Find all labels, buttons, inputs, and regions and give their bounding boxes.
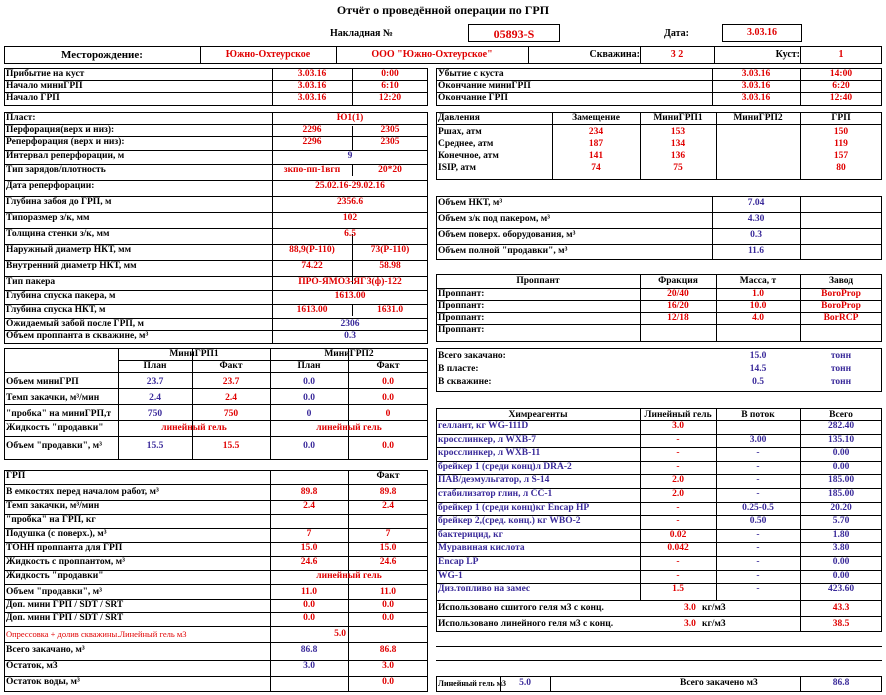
chem-flow: - (756, 584, 760, 595)
chem-label: кросслинкер, л WXB-7 (438, 434, 537, 445)
grp-fact: 3.0 (382, 661, 394, 671)
volume-label: Объем НКТ, м³ (438, 198, 503, 208)
rule (4, 388, 428, 389)
time-value-left: 0:00 (381, 69, 399, 79)
rule (436, 300, 882, 301)
param-label: Реперфорация (верх и низ): (6, 137, 125, 147)
date-value: 3.03.16 (747, 27, 777, 38)
grp-fluid-label: Жидкость "продавки" (6, 571, 104, 581)
rule (436, 646, 882, 647)
proppant-fraction: 12/18 (667, 313, 689, 323)
chem-header: Химреагенты (508, 410, 568, 420)
chem-label: Муравиная кислота (438, 543, 525, 554)
rule (4, 372, 428, 373)
pressure-value: 136 (670, 151, 686, 161)
rule (4, 92, 428, 93)
chem-total: 135.10 (827, 434, 855, 445)
mini-sub: План (297, 361, 321, 371)
rule (436, 324, 882, 325)
chem-flow: - (756, 543, 760, 554)
rule (4, 244, 428, 245)
chem-total: 185.00 (827, 489, 855, 499)
proppant-total-unit: тонн (830, 377, 852, 387)
mini-fluid-label: Жидкость "продавки" (6, 423, 104, 433)
chem-label: геллант, кг WG-111D (438, 421, 529, 431)
rule (4, 164, 428, 165)
proppant-plant: BoroProp (821, 301, 861, 311)
pad-value: 1 (838, 49, 844, 60)
grp-fact: 0.0 (382, 677, 394, 687)
pressure-label: Ршах, атм (438, 127, 482, 137)
grp-fact: 7 (385, 529, 391, 539)
grp-plan: 2.4 (303, 501, 315, 511)
time-date-left: 3.03.16 (297, 81, 327, 91)
grp-label: Доп. мини ГРП / SDT / SRT (6, 613, 124, 623)
grp-label: В емкостях перед началом работ, м³ (6, 487, 159, 497)
chem-total: 185.00 (827, 475, 855, 486)
param-label: Внутренний диаметр НКТ, мм (6, 261, 137, 271)
pressure-header: ГРП (831, 113, 851, 123)
chem-linear: 3.0 (672, 421, 684, 431)
time-value-left: 12:20 (378, 93, 402, 103)
grp-label: Темп закачки, м³/мин (6, 501, 100, 511)
param-label: Тип пакера (6, 277, 56, 287)
rule (436, 288, 882, 289)
well-label: Скважина: (589, 49, 640, 60)
used-cross-conc: 3.0 (684, 603, 696, 613)
volume-value: 0.3 (750, 230, 762, 240)
volume-value: 7.04 (747, 198, 765, 208)
proppant-total-label: В пласте: (438, 364, 479, 374)
param-value: 1631.0 (376, 305, 404, 315)
proppant-total-label: В скважине: (438, 377, 492, 387)
chem-linear: - (676, 516, 680, 527)
chem-label: WG-1 (438, 570, 463, 581)
rule (4, 318, 428, 319)
rule (4, 180, 428, 181)
time-date-left: 3.03.16 (297, 93, 327, 103)
rule (4, 228, 428, 229)
proppant-label: Проппант: (438, 289, 485, 299)
used-linear-label: Использовано линейного геля м3 с конц. (438, 619, 614, 629)
mini-sub: Факт (219, 361, 243, 371)
proppant-mass: 4.0 (752, 313, 764, 323)
mini-value: 23.7 (146, 377, 164, 387)
chem-label: брейкер 2,(сред. конц.) кг WBO-2 (438, 516, 581, 527)
waybill-label: Накладная № (330, 28, 393, 39)
chem-total: 0.00 (832, 448, 850, 459)
rule (4, 626, 428, 627)
rule (4, 124, 428, 125)
mini-flush-value: 15.5 (146, 441, 164, 451)
time-value-right: 14:00 (829, 69, 853, 79)
chem-total: 1.80 (832, 529, 850, 540)
mini-value: 0.0 (303, 377, 315, 387)
pressure-value: 234 (588, 127, 604, 137)
param-label: Ожидаемый забой после ГРП, м (6, 319, 144, 329)
proppant-total-label: Всего закачано: (438, 351, 506, 361)
param-value: 73(P-110) (370, 245, 410, 255)
proppant-total-value: 0.5 (752, 377, 764, 387)
chem-linear: 1.5 (672, 584, 684, 595)
footer-linear-value: 5.0 (519, 678, 531, 688)
volume-value: 4.30 (747, 214, 765, 224)
param-label: Интервал реперфорации, м (6, 151, 125, 161)
grp-label: Объем "продавки", м³ (6, 587, 102, 597)
field-label: Месторождение: (61, 49, 143, 61)
rule (4, 660, 428, 661)
param-label: Объем проппанта в скважине, м³ (6, 331, 149, 341)
chem-flow: - (756, 475, 760, 486)
param-label: Типоразмер з/к, мм (6, 213, 90, 223)
pressure-value: 119 (834, 139, 848, 149)
proppant-plant: BorRCP (823, 313, 859, 323)
volume-label: Объем полной "продавки", м³ (438, 246, 568, 256)
rule (4, 136, 428, 137)
chem-label: брейкер 1 (среди конц)л DRA-2 (438, 461, 572, 472)
grp-fact: 0.0 (382, 600, 394, 610)
rule (4, 150, 428, 151)
chem-linear: 0.042 (667, 543, 689, 554)
grp-plan: 3.0 (303, 661, 315, 671)
mini-label: Темп закачки, м³/мин (6, 393, 100, 403)
rule (436, 660, 882, 661)
chem-total: 3.80 (832, 543, 850, 554)
param-value: 1613.00 (296, 305, 328, 315)
pressure-value: 80 (836, 163, 846, 173)
chem-total: 282.40 (827, 421, 855, 431)
rule (4, 404, 428, 405)
param-value: 1613.00 (334, 291, 366, 301)
param-label: Пласт: (6, 113, 36, 123)
rule (4, 436, 428, 437)
pressure-test-label: Опрессовка + долив скважины.Линейный гель м3 (6, 629, 187, 639)
mini-group1: МиниГРП1 (169, 349, 219, 359)
rule (4, 642, 428, 643)
grp-fact: 24.6 (379, 557, 397, 567)
time-label-left: Начало миниГРП (6, 81, 83, 91)
chem-flow: 0.50 (749, 516, 767, 527)
grp-label: Доп. мини ГРП / SDT / SRT (6, 600, 124, 610)
volume-label: Объем поверх. оборудования, м³ (438, 230, 576, 240)
chem-linear: - (676, 434, 680, 445)
chem-linear: - (676, 448, 680, 459)
time-value-right: 12:40 (829, 93, 853, 103)
mini-group2: МиниГРП2 (324, 349, 374, 359)
volume-label: Объем з/к под пакером, м³ (438, 214, 551, 224)
rule (4, 276, 428, 277)
chem-flow: 3.00 (749, 434, 767, 445)
chem-linear: 0.02 (669, 529, 687, 540)
time-date-right: 3.03.16 (741, 93, 771, 103)
used-cross-label: Использовано сшитого геля м3 с конц. (438, 603, 604, 613)
volume-value: 11.6 (747, 246, 765, 256)
company-value: ООО "Южно-Охтеурское" (371, 49, 493, 60)
param-value: 2305 (380, 125, 400, 135)
param-value: зкпо-пп-1вгп (283, 165, 341, 175)
param-value: 6.5 (344, 229, 356, 239)
time-value-right: 6:20 (832, 81, 850, 91)
chem-flow: - (756, 570, 760, 581)
mini-value: 0 (306, 409, 312, 419)
chem-linear: 2.0 (672, 475, 684, 486)
grp-label: ТОНН проппанта для ГРП (6, 543, 123, 553)
pressure-value: 75 (673, 163, 683, 173)
chem-linear: - (676, 570, 680, 581)
param-value: 58.98 (379, 261, 401, 271)
time-date-right: 3.03.16 (741, 69, 771, 79)
mini-flush-value: 0.0 (303, 441, 315, 451)
time-date-left: 3.03.16 (297, 69, 327, 79)
pressure-header: МиниГРП1 (653, 113, 703, 123)
rule (436, 600, 882, 601)
used-cross-unit: кг/м3 (702, 603, 726, 613)
mini-value: 0 (385, 409, 391, 419)
mini-value: 2.4 (149, 393, 161, 403)
grp-label: Подушка (с поверх.), м³ (6, 529, 107, 539)
chem-label: Диз.топливо на замес (438, 584, 531, 595)
chem-header: Всего (829, 410, 853, 420)
chem-label: кросслинкер, л WXB-11 (438, 448, 541, 459)
grp-fluid-value: линейный гель (316, 571, 382, 581)
param-value: 102 (342, 213, 358, 223)
grp-plan: 86.8 (300, 645, 318, 655)
proppant-fraction: 16/20 (667, 301, 689, 311)
used-cross-value: 43.3 (832, 603, 850, 613)
grp-plan: 7 (306, 529, 312, 539)
mini-value: 0.0 (303, 393, 315, 403)
grp-header: ГРП (6, 471, 26, 481)
proppant-total-value: 15.0 (749, 351, 767, 361)
used-linear-conc: 3.0 (684, 619, 696, 629)
rule (4, 212, 428, 213)
grp-fact: 86.8 (379, 645, 397, 655)
chem-label: ПАВ/деэмульгатор, л S-14 (438, 475, 550, 486)
grp-fact: 11.0 (379, 587, 397, 597)
rule (436, 124, 882, 125)
proppant-total-unit: тонн (830, 364, 852, 374)
proppant-total-value: 14.5 (749, 364, 767, 374)
param-label: Перфорация(верх и низ): (6, 125, 115, 135)
param-label: Тип зарядов/плотность (6, 165, 106, 175)
param-value: 25.02.16-29.02.16 (315, 181, 385, 191)
rule (4, 584, 428, 585)
proppant-label: Проппант: (438, 325, 485, 335)
chem-linear: 2.0 (672, 489, 684, 499)
mini-value: 2.4 (225, 393, 237, 403)
mini-sub: Факт (376, 361, 400, 371)
footer-total-label: Всего закачено м3 (680, 678, 758, 688)
rule (436, 616, 882, 617)
pressure-value: 141 (588, 151, 604, 161)
param-label: Дата реперфорации: (6, 181, 95, 191)
param-label: Наружный диаметр НКТ, мм (6, 245, 132, 255)
chem-linear: - (676, 461, 680, 472)
chem-label: стабилизатор глин, л CC-1 (438, 489, 553, 499)
grp-label: Остаток воды, м³ (6, 677, 80, 687)
param-value: 20*20 (378, 165, 402, 175)
param-value: ПРО-ЯМОЗ-ЯГЗ(ф)-122 (298, 277, 402, 287)
grp-label: Жидкость с проппантом, м³ (6, 557, 125, 567)
param-value: 2296 (302, 125, 322, 135)
chem-header: В поток (741, 410, 775, 420)
rule (436, 244, 882, 245)
chem-flow: 0.25-0.5 (742, 502, 774, 513)
mini-flush-value: 15.5 (222, 441, 240, 451)
rule (4, 330, 428, 331)
mini-label: "пробка" на миниГРП,т (6, 409, 112, 419)
well-value: 3 2 (670, 49, 684, 60)
grp-fact-header: Факт (376, 471, 400, 481)
grp-fact: 15.0 (379, 543, 397, 553)
pressure-value: 157 (833, 151, 849, 161)
time-label-right: Убытие с куста (438, 69, 504, 79)
param-value: 9 (347, 151, 353, 161)
chem-label: Encap LP (438, 557, 479, 567)
mini-label: Объем миниГРП (6, 377, 79, 387)
grp-plan: 11.0 (300, 587, 318, 597)
pressure-value: 74 (591, 163, 601, 173)
mini-flush-label: Объем "продавки", м³ (6, 441, 102, 451)
chem-total: 5.70 (832, 516, 850, 527)
time-label-left: Прибытие на куст (6, 69, 85, 79)
rule (436, 228, 882, 229)
chem-flow: - (756, 448, 760, 459)
proppant-total-unit: тонн (830, 351, 852, 361)
chem-label: бактерицид, кг (438, 529, 503, 540)
mini-value: 0.0 (382, 377, 394, 387)
footer-total-value: 86.8 (832, 678, 850, 688)
grp-plan: 15.0 (300, 543, 318, 553)
mini-value: 750 (223, 409, 239, 419)
grp-fact: 0.0 (382, 613, 394, 623)
grp-fact: 89.8 (379, 487, 397, 497)
rule (4, 484, 428, 485)
grp-label: "пробка" на ГРП, кг (6, 515, 96, 525)
pressure-label: Среднее, атм (438, 139, 494, 149)
grp-plan: 89.8 (300, 487, 318, 497)
mini-fluid-2: линейный гель (316, 423, 382, 433)
pressure-value: 134 (670, 139, 686, 149)
param-value: 88,9(P-110) (289, 245, 335, 255)
mini-sub: План (143, 361, 167, 371)
rule (436, 212, 882, 213)
param-label: Глубина спуска НКТ, м (6, 305, 106, 315)
chem-header: Линейный гель (644, 410, 712, 420)
proppant-label: Проппант: (438, 301, 485, 311)
rule (4, 420, 428, 421)
rule (550, 676, 551, 692)
rule (436, 312, 882, 313)
pressure-label: Конечное, атм (438, 151, 499, 161)
mini-flush-value: 0.0 (382, 441, 394, 451)
grp-label: Остаток, м3 (6, 661, 58, 671)
report-title: Отчёт о проведённой операции по ГРП (336, 3, 550, 17)
date-label: Дата: (664, 28, 689, 39)
chem-flow: - (756, 557, 760, 567)
grp-plan: 24.6 (300, 557, 318, 567)
proppant-header: Завод (828, 276, 854, 286)
grp-plan: 0.0 (303, 613, 315, 623)
grp-fact: 2.4 (382, 501, 394, 511)
pressure-header: МиниГРП2 (733, 113, 783, 123)
mini-fluid-1: линейный гель (161, 423, 227, 433)
used-linear-value: 38.5 (832, 619, 850, 629)
rule (4, 260, 428, 261)
param-value: 2356.6 (336, 197, 364, 207)
param-value: 2296 (302, 137, 322, 147)
proppant-label: Проппант: (438, 313, 485, 323)
grp-plan: 0.0 (303, 600, 315, 610)
field-value: Южно-Охтеурское (225, 49, 311, 60)
mini-value: 750 (147, 409, 163, 419)
chem-flow: - (756, 529, 760, 540)
rule (436, 556, 882, 557)
pressure-value: 153 (670, 127, 686, 137)
param-value: 0.3 (344, 331, 356, 341)
proppant-header: Проппант (516, 276, 560, 286)
param-value: 2306 (340, 319, 360, 329)
chem-total: 423.60 (827, 584, 855, 595)
waybill-number: 05893-S (493, 27, 535, 41)
time-date-right: 3.03.16 (741, 81, 771, 91)
param-label: Глубина забоя до ГРП, м (6, 197, 112, 207)
chem-linear: - (676, 557, 680, 567)
chem-total: 20.20 (830, 502, 852, 513)
proppant-mass: 10.0 (749, 301, 767, 311)
grp-label: Всего закачано, м³ (6, 645, 85, 655)
proppant-header: Масса, т (739, 276, 777, 286)
pressure-label: ISIP, атм (438, 163, 476, 173)
chem-flow: - (756, 489, 760, 499)
rule (436, 570, 882, 571)
proppant-fraction: 20/40 (667, 289, 689, 299)
chem-total: 0.00 (832, 557, 850, 567)
time-value-left: 6:10 (381, 81, 399, 91)
chem-label: брейкер 1 (среди конц)кг Encap HP (438, 502, 590, 513)
rule (4, 290, 428, 291)
mini-value: 0.0 (382, 393, 394, 403)
pressure-value: 150 (833, 127, 849, 137)
proppant-header: Фракция (658, 276, 698, 286)
param-value: 2305 (380, 137, 400, 147)
pressure-test-value: 5.0 (334, 629, 346, 639)
time-label-left: Начало ГРП (6, 93, 60, 103)
rule (4, 196, 428, 197)
param-label: Глубина спуска пакера, м (6, 291, 116, 301)
time-label-right: Окончание ГРП (438, 93, 508, 103)
pressure-value: 187 (588, 139, 604, 149)
footer-linear-label: Линейный гель м3 (438, 679, 507, 688)
chem-total: 0.00 (832, 570, 850, 581)
chem-linear: - (676, 502, 680, 513)
mini-value: 23.7 (222, 377, 240, 387)
time-label-right: Окончание миниГРП (438, 81, 531, 91)
used-linear-unit: кг/м3 (702, 619, 726, 629)
param-value: 74.22 (301, 261, 323, 271)
chem-total: 0.00 (832, 461, 850, 472)
proppant-plant: BoroProp (821, 289, 861, 299)
pressure-header: Давления (438, 113, 480, 123)
pressure-header: Замещение (572, 113, 620, 123)
proppant-mass: 1.0 (752, 289, 764, 299)
rule (4, 304, 428, 305)
param-value: Ю1(1) (336, 113, 364, 123)
chem-flow: - (756, 461, 760, 472)
pad-label: Куст: (775, 49, 800, 60)
param-label: Толщина стенки з/к, мм (6, 229, 110, 239)
